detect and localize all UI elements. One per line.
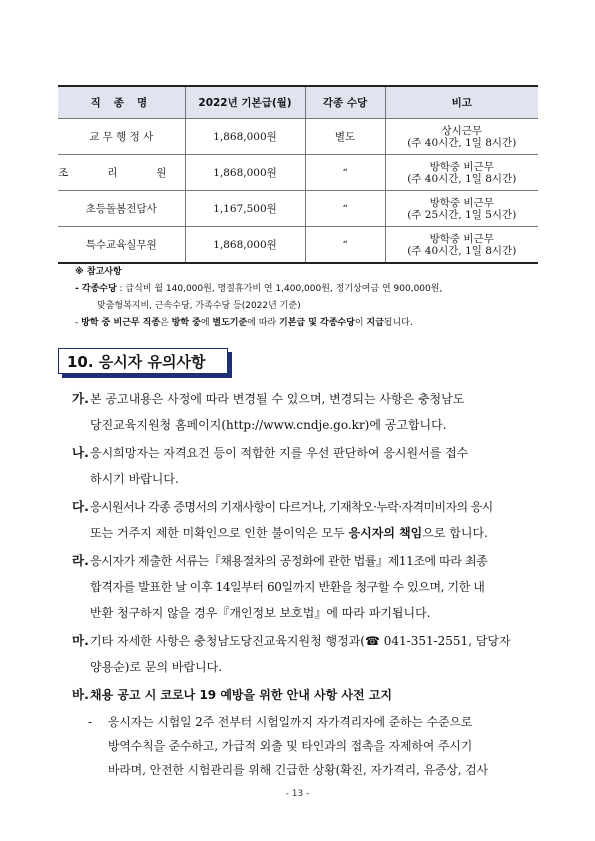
salary-table — [58, 85, 538, 264]
table-row — [58, 227, 538, 264]
cell-job: 특수교육실무원 — [58, 227, 185, 264]
sub-item — [72, 710, 542, 782]
allowance-label: - 각종수당 — [75, 284, 117, 294]
text-run: 이 — [354, 318, 367, 328]
note-line: (주 40시간, 1일 8시간) — [407, 172, 517, 185]
note-line: (주 40시간, 1일 8시간) — [407, 136, 517, 149]
text-run: 은 — [160, 318, 172, 328]
notes-title: ※ 참고사항 — [75, 267, 122, 277]
item-text — [90, 386, 542, 438]
cell-pay: 1,868,000원 — [185, 155, 305, 191]
text-run-bold: 지급 — [366, 318, 384, 328]
cell-note — [385, 119, 538, 155]
list-item-ra — [72, 548, 542, 626]
cell-pay: 1,868,000원 — [185, 227, 305, 264]
item-marker: 나. — [72, 445, 89, 460]
text-line: 응시희망자는 자격요건 등이 적합한 지를 우선 판단하여 응시원서를 접수 — [90, 446, 469, 460]
cell-job: 교 무 행 정 사 — [58, 119, 185, 155]
cell-job: 조 리 원 — [58, 155, 185, 191]
section-title: 10. 응시자 유의사항 — [67, 352, 206, 371]
text-run: 041-351-2551, 담당자 — [379, 634, 511, 648]
text-run-bold: 방학 중 — [171, 318, 201, 328]
table-row — [58, 119, 538, 155]
text-line: 응시원서나 각종 증명서의 기재사항이 다르거나, 기재착오·누락·자격미비자의 응시 — [90, 500, 493, 514]
text-run: 기타 자세한 사항은 충청남도당진교육지원청 행정과( — [90, 634, 365, 648]
note-line: 방학중 비근무 — [429, 160, 494, 173]
header-job: 직 종 명 — [58, 86, 185, 119]
notice-body — [72, 386, 542, 782]
text-run: 에 따라 — [247, 318, 279, 328]
notes-line-allowance — [75, 281, 555, 298]
cell-note — [385, 155, 538, 191]
item-marker: 라. — [72, 553, 89, 568]
cell-pay: 1,167,500원 — [185, 191, 305, 227]
cell-allowance: “ — [305, 191, 385, 227]
sub-dash: - — [88, 715, 92, 729]
allowance-text: : 급식비 월 140,000원, 명절휴가비 연 1,400,000원, 정기상여금 연 900,000원, — [116, 284, 443, 294]
reference-notes — [75, 264, 555, 332]
heading-box — [58, 348, 228, 374]
cell-note — [385, 191, 538, 227]
header-note: 비고 — [385, 86, 538, 119]
text-line: 양용순)로 문의 바랍니다. — [90, 660, 223, 674]
list-item-ga — [72, 386, 542, 438]
item-text — [90, 548, 542, 626]
text-run: - — [75, 318, 82, 328]
cell-job: 초등돌봄전담사 — [58, 191, 185, 227]
text-run: 에 — [200, 318, 213, 328]
text-run-bold: 응시자의 책임 — [348, 526, 423, 540]
list-item-ba — [72, 682, 542, 708]
section-heading — [58, 348, 230, 376]
text-line: 바라며, 안전한 시험관리를 위해 긴급한 상황(확진, 자가격리, 유증상, 검사 — [108, 763, 489, 777]
table-header-row — [58, 86, 538, 119]
text-line: 하시기 바랍니다. — [90, 472, 179, 486]
header-allowance: 각종 수당 — [305, 86, 385, 119]
phone-icon: ☎ — [364, 634, 380, 648]
text-run-bold: 기본급 및 각종수당 — [279, 318, 355, 328]
note-line: 상시근무 — [441, 124, 483, 137]
list-item-ma — [72, 628, 542, 680]
item-marker: 바. — [72, 687, 89, 702]
cell-note — [385, 227, 538, 264]
text-line: 합격자를 발표한 날 이후 14일부터 60일까지 반환을 청구할 수 있으며, 기한 내 — [90, 580, 485, 594]
header-pay: 2022년 기본급(월) — [185, 86, 305, 119]
text-line: 당진교육지원청 홈페이지(http://www.cndje.go.kr)에 공고합니다. — [90, 418, 447, 432]
text-run: 됩니다. — [383, 318, 413, 328]
list-item-da — [72, 494, 542, 546]
note-line: (주 40시간, 1일 8시간) — [407, 244, 517, 257]
text-line: 채용 공고 시 코로나 19 예방을 위한 안내 사항 사전 고지 — [90, 688, 392, 702]
cell-allowance: 별도 — [305, 119, 385, 155]
text-line: 응시자는 시험일 2주 전부터 시험일까지 자가격리자에 준하는 수준으로 — [108, 715, 473, 729]
item-text — [90, 494, 542, 546]
item-text — [90, 440, 542, 492]
note-line: 방학중 비근무 — [429, 232, 494, 245]
text-run: 으로 합니다. — [422, 526, 488, 540]
note-line: (주 25시간, 1일 5시간) — [407, 208, 517, 221]
item-text — [90, 682, 542, 708]
table-row — [58, 155, 538, 191]
item-text — [90, 628, 542, 680]
text-line: 방역수칙을 준수하고, 가급적 외출 및 타인과의 접촉을 자제하여 주시기 — [108, 739, 473, 753]
text-line — [90, 520, 542, 546]
text-run-bold: 별도기준 — [212, 318, 248, 328]
item-marker: 다. — [72, 499, 89, 514]
notes-line-vacation — [75, 315, 555, 332]
item-marker: 마. — [72, 633, 89, 648]
text-line: 본 공고내용은 사정에 따라 변경될 수 있으며, 변경되는 사항은 충청남도 — [90, 392, 465, 406]
page-number: - 13 - — [285, 789, 310, 799]
note-line: 방학중 비근무 — [429, 196, 494, 209]
text-line: 응시자가 제출한 서류는『채용절차의 공정화에 관한 법률』제11조에 따라 최종 — [90, 554, 488, 568]
list-item-na — [72, 440, 542, 492]
table-row — [58, 191, 538, 227]
text-run-bold: 방학 중 비근무 직종 — [81, 318, 161, 328]
notes-line-allowance-cont: 맞춤형복지비, 근속수당, 가족수당 등(2022년 기준) — [97, 301, 301, 311]
cell-allowance: “ — [305, 155, 385, 191]
text-line — [90, 628, 542, 654]
cell-pay: 1,868,000원 — [185, 119, 305, 155]
cell-allowance: “ — [305, 227, 385, 264]
item-marker: 가. — [72, 391, 89, 406]
text-run: 또는 거주지 제한 미확인으로 인한 불이익은 모두 — [90, 526, 349, 540]
text-line: 반환 청구하지 않을 경우『개인정보 보호법』에 따라 파기됩니다. — [90, 606, 431, 620]
